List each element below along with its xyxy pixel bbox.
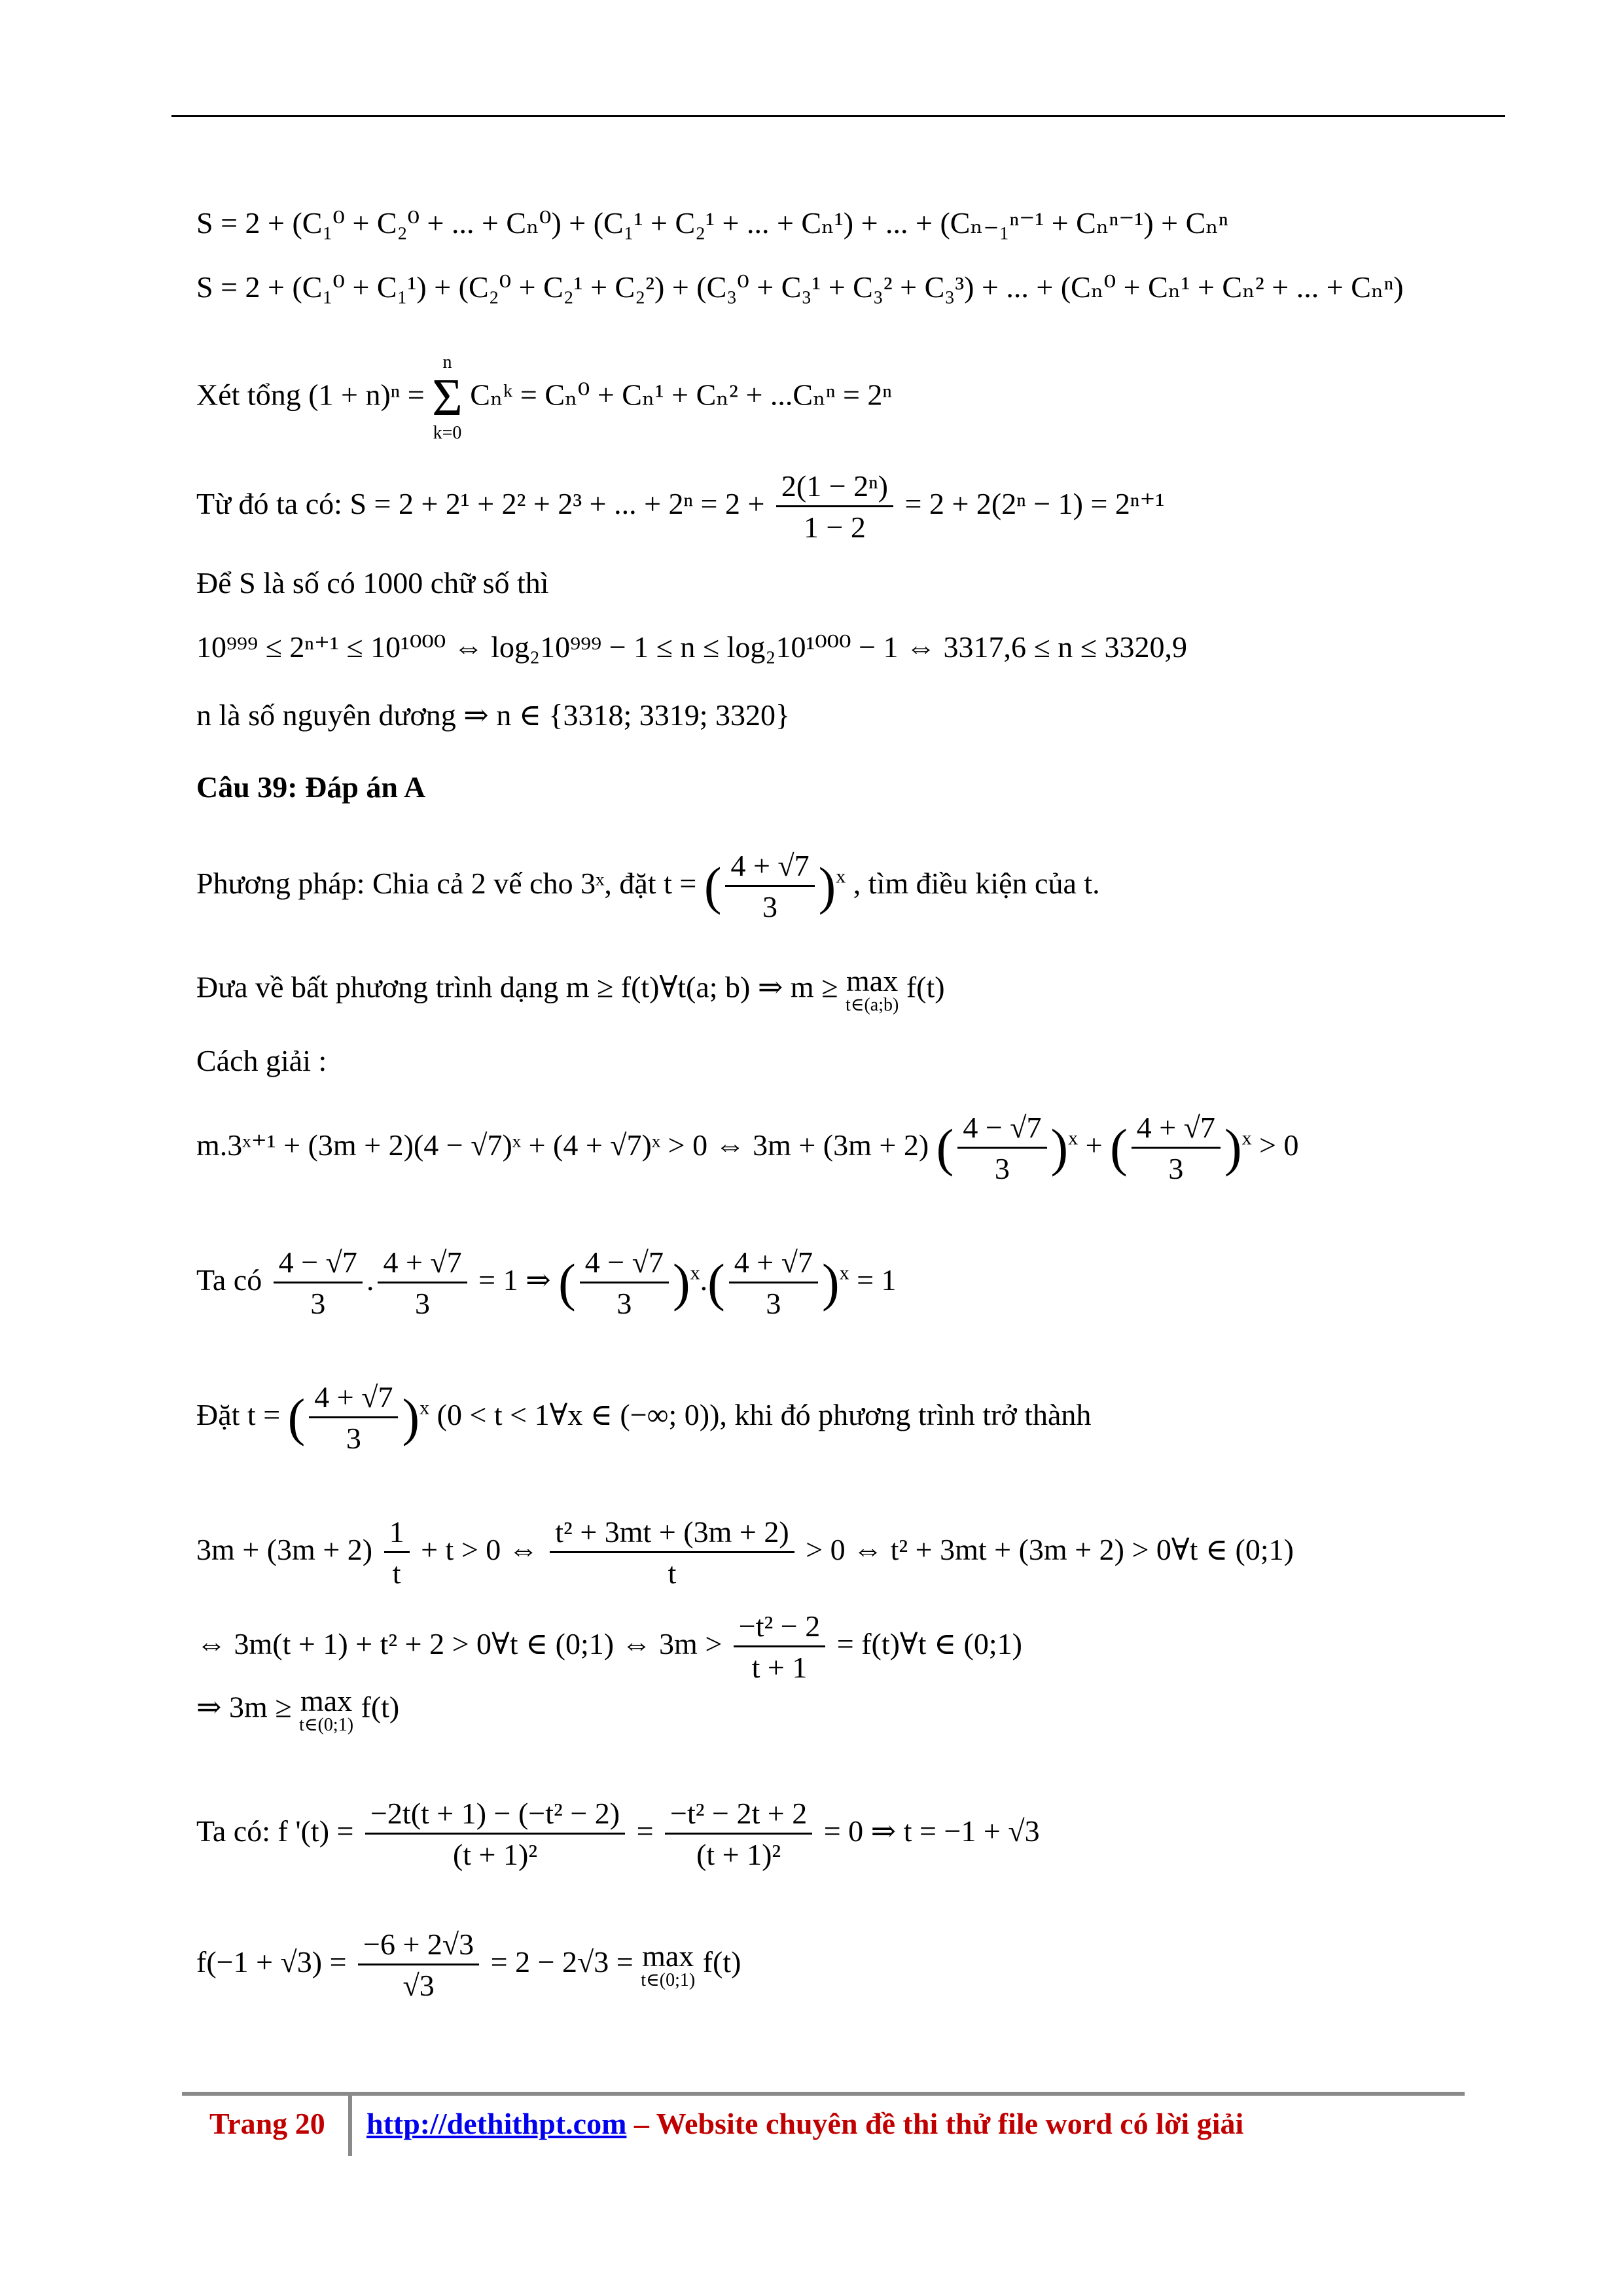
n-nguyen-text: n là số nguyên dương: [196, 698, 456, 732]
max-operator-01: [299, 1686, 353, 1734]
deriv-den2: (t + 1)²: [696, 1838, 781, 1871]
eq4-lhs: ⇔ 3m(t + 1) + t² + 2 > 0∀t ∈ (0;1) ⇔ 3m >: [196, 1627, 722, 1661]
deriv-num1: −2t(t + 1) − (−t² − 2): [365, 1799, 625, 1835]
method-denominator: 3: [762, 890, 778, 924]
eq3-mid: + t > 0 ⇔: [421, 1533, 539, 1567]
paren-open: (: [936, 1119, 954, 1177]
frac-plus-den: 3: [1168, 1152, 1184, 1185]
eq3-frac2-den: t: [668, 1556, 677, 1590]
geometric-denominator: 1 − 2: [803, 511, 866, 544]
frac-plus: [1132, 1113, 1221, 1184]
prod-frac-minus: [274, 1247, 363, 1319]
method-exponent: x: [836, 865, 846, 888]
eq3-rhs: > 0 ⇔ t² + 3mt + (3m + 2) > 0∀t ∈ (0;1): [806, 1533, 1294, 1567]
xet-tong-rhs: Cₙᵏ = Cₙ⁰ + Cₙ¹ + Cₙ² + ...Cₙⁿ = 2ⁿ: [470, 378, 892, 412]
eq3-lhs: 3m + (3m + 2): [196, 1533, 373, 1567]
geometric-sum: [196, 471, 1164, 543]
xet-tong-label: Xét tổng: [196, 378, 301, 412]
footer-url-link[interactable]: http://dethithpt.com: [366, 2107, 627, 2140]
eq3-frac1-den: t: [392, 1556, 401, 1590]
exp-x-5: x: [419, 1397, 430, 1419]
prod-plus-num: 4 + √7: [378, 1247, 467, 1283]
frac-minus-num: 4 − √7: [957, 1113, 1046, 1149]
prod2-frac-minus: [580, 1247, 669, 1319]
page-number: Trang 20: [209, 2107, 325, 2140]
tu-do-lhs: S = 2 + 2¹ + 2² + 2³ + ... + 2ⁿ = 2 +: [349, 487, 765, 521]
footer-divider: [348, 2092, 352, 2156]
dat-label: Đặt t =: [196, 1398, 281, 1432]
dat-num: 4 + √7: [309, 1382, 398, 1418]
max-condition: [196, 1686, 399, 1734]
paren-open: (: [558, 1254, 576, 1312]
paren-close: ): [1050, 1119, 1069, 1177]
deriv-frac1: [365, 1799, 625, 1870]
prod2-minus-den: 3: [616, 1287, 632, 1320]
product-line: Ta có $\frac{4 - √7}{3}$ . $\frac{4 + √7}{3}$ = 1 ⇒ ( $\frac{4 - √7}{3}$ )$^x$.( $\frac{4 + √7}{3}$ )$^x$ = 1: [196, 1246, 897, 1320]
footer-rule: [182, 2092, 1465, 2096]
deriv-num2: −t² − 2t + 2: [665, 1799, 812, 1835]
n-set: ⇒ n ∈ {3318; 3319; 3320}: [463, 698, 791, 732]
method-tail: , tìm điều kiện của t.: [853, 867, 1100, 901]
deriv-label: Ta có: f '(t) =: [196, 1814, 354, 1848]
taco-eq1: = 1 ⇒: [478, 1263, 551, 1297]
exp-x-3: x: [690, 1262, 700, 1284]
dat-fraction: [309, 1382, 398, 1454]
prod2-plus-num: 4 + √7: [729, 1247, 818, 1283]
max-operator-01-b: [641, 1941, 695, 1990]
sum-lower-limit: k=0: [433, 423, 462, 443]
substitution-line: [196, 1382, 1091, 1454]
prod-frac-plus: [378, 1247, 467, 1319]
reduce-line: [196, 966, 945, 1014]
prod2-frac-plus: [729, 1247, 818, 1319]
max-word-2: max: [300, 1684, 353, 1717]
frac-plus-num: 4 + √7: [1132, 1113, 1221, 1149]
paren-close: ): [1224, 1119, 1242, 1177]
eq3-frac1: [384, 1517, 410, 1588]
taco-eq2: = 1: [857, 1263, 897, 1297]
exp-x-2: x: [1241, 1127, 1252, 1149]
tu-do-rhs: = 2 + 2(2ⁿ − 1) = 2ⁿ⁺¹: [904, 487, 1165, 521]
method-numerator: 4 + √7: [725, 851, 814, 887]
max-subscript-01: t∈(0;1): [299, 1715, 354, 1735]
method-label: Phương pháp: Chia cả 2 vế cho 3ˣ, đặt t =: [196, 867, 697, 901]
eq3-frac2: [550, 1517, 794, 1588]
method-line: [196, 851, 1100, 922]
fval-num: −6 + 2√3: [358, 1929, 479, 1965]
prod2-minus-num: 4 − √7: [580, 1247, 669, 1283]
eq5-lhs: ⇒ 3m ≥: [196, 1690, 292, 1724]
paren-open: (: [287, 1389, 306, 1447]
fval-fraction: [358, 1929, 479, 2001]
integer-set-line: [196, 700, 790, 730]
reduce-text: Đưa về bất phương trình dạng m ≥ f(t)∀t(a; b) ⇒ m ≥: [196, 970, 838, 1004]
condition-text: Để S là số có 1000 chữ số thì: [196, 566, 549, 600]
geometric-numerator: 2(1 − 2ⁿ): [776, 471, 893, 507]
prod-minus-den: 3: [310, 1287, 326, 1320]
paren-open: (: [1110, 1119, 1128, 1177]
main-inequality: m.3ˣ⁺¹ + (3m + 2)(4 − √7)ˣ + (4 + √7)ˣ > 0 ⇔ 3m + (3m + 2) ( $\frac{4 - √7}{3}$ )$^x$ + ( $\frac{4 + √7}{3}$ )$^x$ > 0: [196, 1111, 1299, 1185]
equation-s-line-2: S = 2 + (C₁⁰ + C₁¹) + (C₂⁰ + C₂¹ + C₂²) + (C₃⁰ + C₃¹ + C₃² + C₃³) + ... + (Cₙ⁰ + Cₙ¹ + Cₙ² + ... + Cₙⁿ): [196, 270, 1404, 304]
dat-condition: (0 < t < 1∀x ∈ (−∞; 0)), khi đó phương trình trở thành: [437, 1398, 1092, 1432]
paren-close: ): [672, 1254, 690, 1312]
main-eq-gt0: > 0: [1259, 1128, 1299, 1162]
xet-tong-lhs: (1 + n)ⁿ =: [308, 378, 425, 412]
fval-den: √3: [402, 1969, 435, 2002]
sum-upper-limit: n: [442, 352, 452, 372]
eq4-fraction: [734, 1611, 825, 1683]
header-rule: [171, 115, 1505, 117]
eq4-num: −t² − 2: [734, 1611, 825, 1647]
paren-close: ): [818, 857, 836, 916]
paren-open: (: [707, 1254, 725, 1312]
fval-mid: = 2 − 2√3 =: [490, 1945, 633, 1979]
function-value-line: [196, 1929, 741, 2001]
eq3-frac1-num: 1: [384, 1517, 410, 1553]
method-fraction: [725, 851, 814, 922]
paren-close: ): [402, 1389, 420, 1447]
deriv-frac2: [665, 1799, 812, 1870]
transformed-inequality: [196, 1517, 1294, 1588]
frac-minus-den: 3: [994, 1152, 1010, 1185]
eq4-rhs: = f(t)∀t ∈ (0;1): [836, 1627, 1022, 1661]
inequality-line: 10⁹⁹⁹ ≤ 2ⁿ⁺¹ ≤ 10¹⁰⁰⁰ ⇔ log₂10⁹⁹⁹ − 1 ≤ n ≤ log₂10¹⁰⁰⁰ − 1 ⇔ 3317,6 ≤ n ≤ 3320,9: [196, 630, 1188, 664]
max-operator-ab: [846, 966, 899, 1014]
deriv-den1: (t + 1)²: [452, 1838, 538, 1871]
equation-s-line-1: S = 2 + (C₁⁰ + C₂⁰ + ... + Cₙ⁰) + (C₁¹ + C₂¹ + ... + Cₙ¹) + ... + (Cₙ₋₁ⁿ⁻¹ + Cₙⁿ⁻¹) + Cₙⁿ: [196, 206, 1228, 240]
reduce-tail: f(t): [906, 970, 945, 1004]
max-word-3: max: [642, 1939, 694, 1973]
sum-identity: [196, 353, 892, 442]
separation-inequality: [196, 1611, 1022, 1683]
paren-close: ): [821, 1254, 840, 1312]
eq4-den: t + 1: [751, 1651, 808, 1684]
max-subscript-ab: t∈(a;b): [845, 995, 899, 1015]
tu-do-label: Từ đó ta có:: [196, 487, 342, 521]
exp-x-1: x: [1068, 1127, 1079, 1149]
deriv-rhs: = 0 ⇒ t = −1 + √3: [823, 1814, 1040, 1848]
dat-den: 3: [346, 1422, 361, 1455]
fval-lhs: f(−1 + √3) =: [196, 1945, 347, 1979]
derivative-line: Ta có: f '(t) = $\frac{\text{−2t(t + 1) − (−t² − 2)}}{\text{(t + 1)²}}$ = $\frac{\text{−t² − 2t + 2}}{\text{(t + 1)²}}$ = 0 ⇒ t = −1 + √3: [196, 1797, 1040, 1871]
solution-heading: Cách giải :: [196, 1044, 327, 1077]
question-39-title: Câu 39: Đáp án A: [196, 770, 426, 804]
footer-text: [366, 2106, 1243, 2141]
sigma-icon: Σ: [432, 369, 463, 427]
prod-plus-den: 3: [415, 1287, 431, 1320]
footer-tagline: – Website chuyên đề thi thử file word có lời giải: [626, 2107, 1244, 2140]
frac-minus: [957, 1113, 1046, 1184]
geometric-fraction: [776, 471, 893, 543]
eq3-frac2-num: t² + 3mt + (3m + 2): [550, 1517, 794, 1553]
main-eq-lhs: m.3ˣ⁺¹ + (3m + 2)(4 − √7)ˣ + (4 + √7)ˣ > 0 ⇔ 3m + (3m + 2): [196, 1128, 929, 1162]
summation: [432, 353, 463, 442]
eq5-rhs: f(t): [361, 1690, 400, 1724]
prod2-plus-den: 3: [766, 1287, 781, 1320]
paren-open: (: [704, 857, 722, 916]
max-subscript-01-b: t∈(0;1): [641, 1969, 696, 1990]
fval-rhs: f(t): [702, 1945, 741, 1979]
prod-minus-num: 4 − √7: [274, 1247, 363, 1283]
exp-x-4: x: [839, 1262, 849, 1284]
max-word: max: [846, 964, 899, 997]
taco-label: Ta có: [196, 1263, 262, 1297]
